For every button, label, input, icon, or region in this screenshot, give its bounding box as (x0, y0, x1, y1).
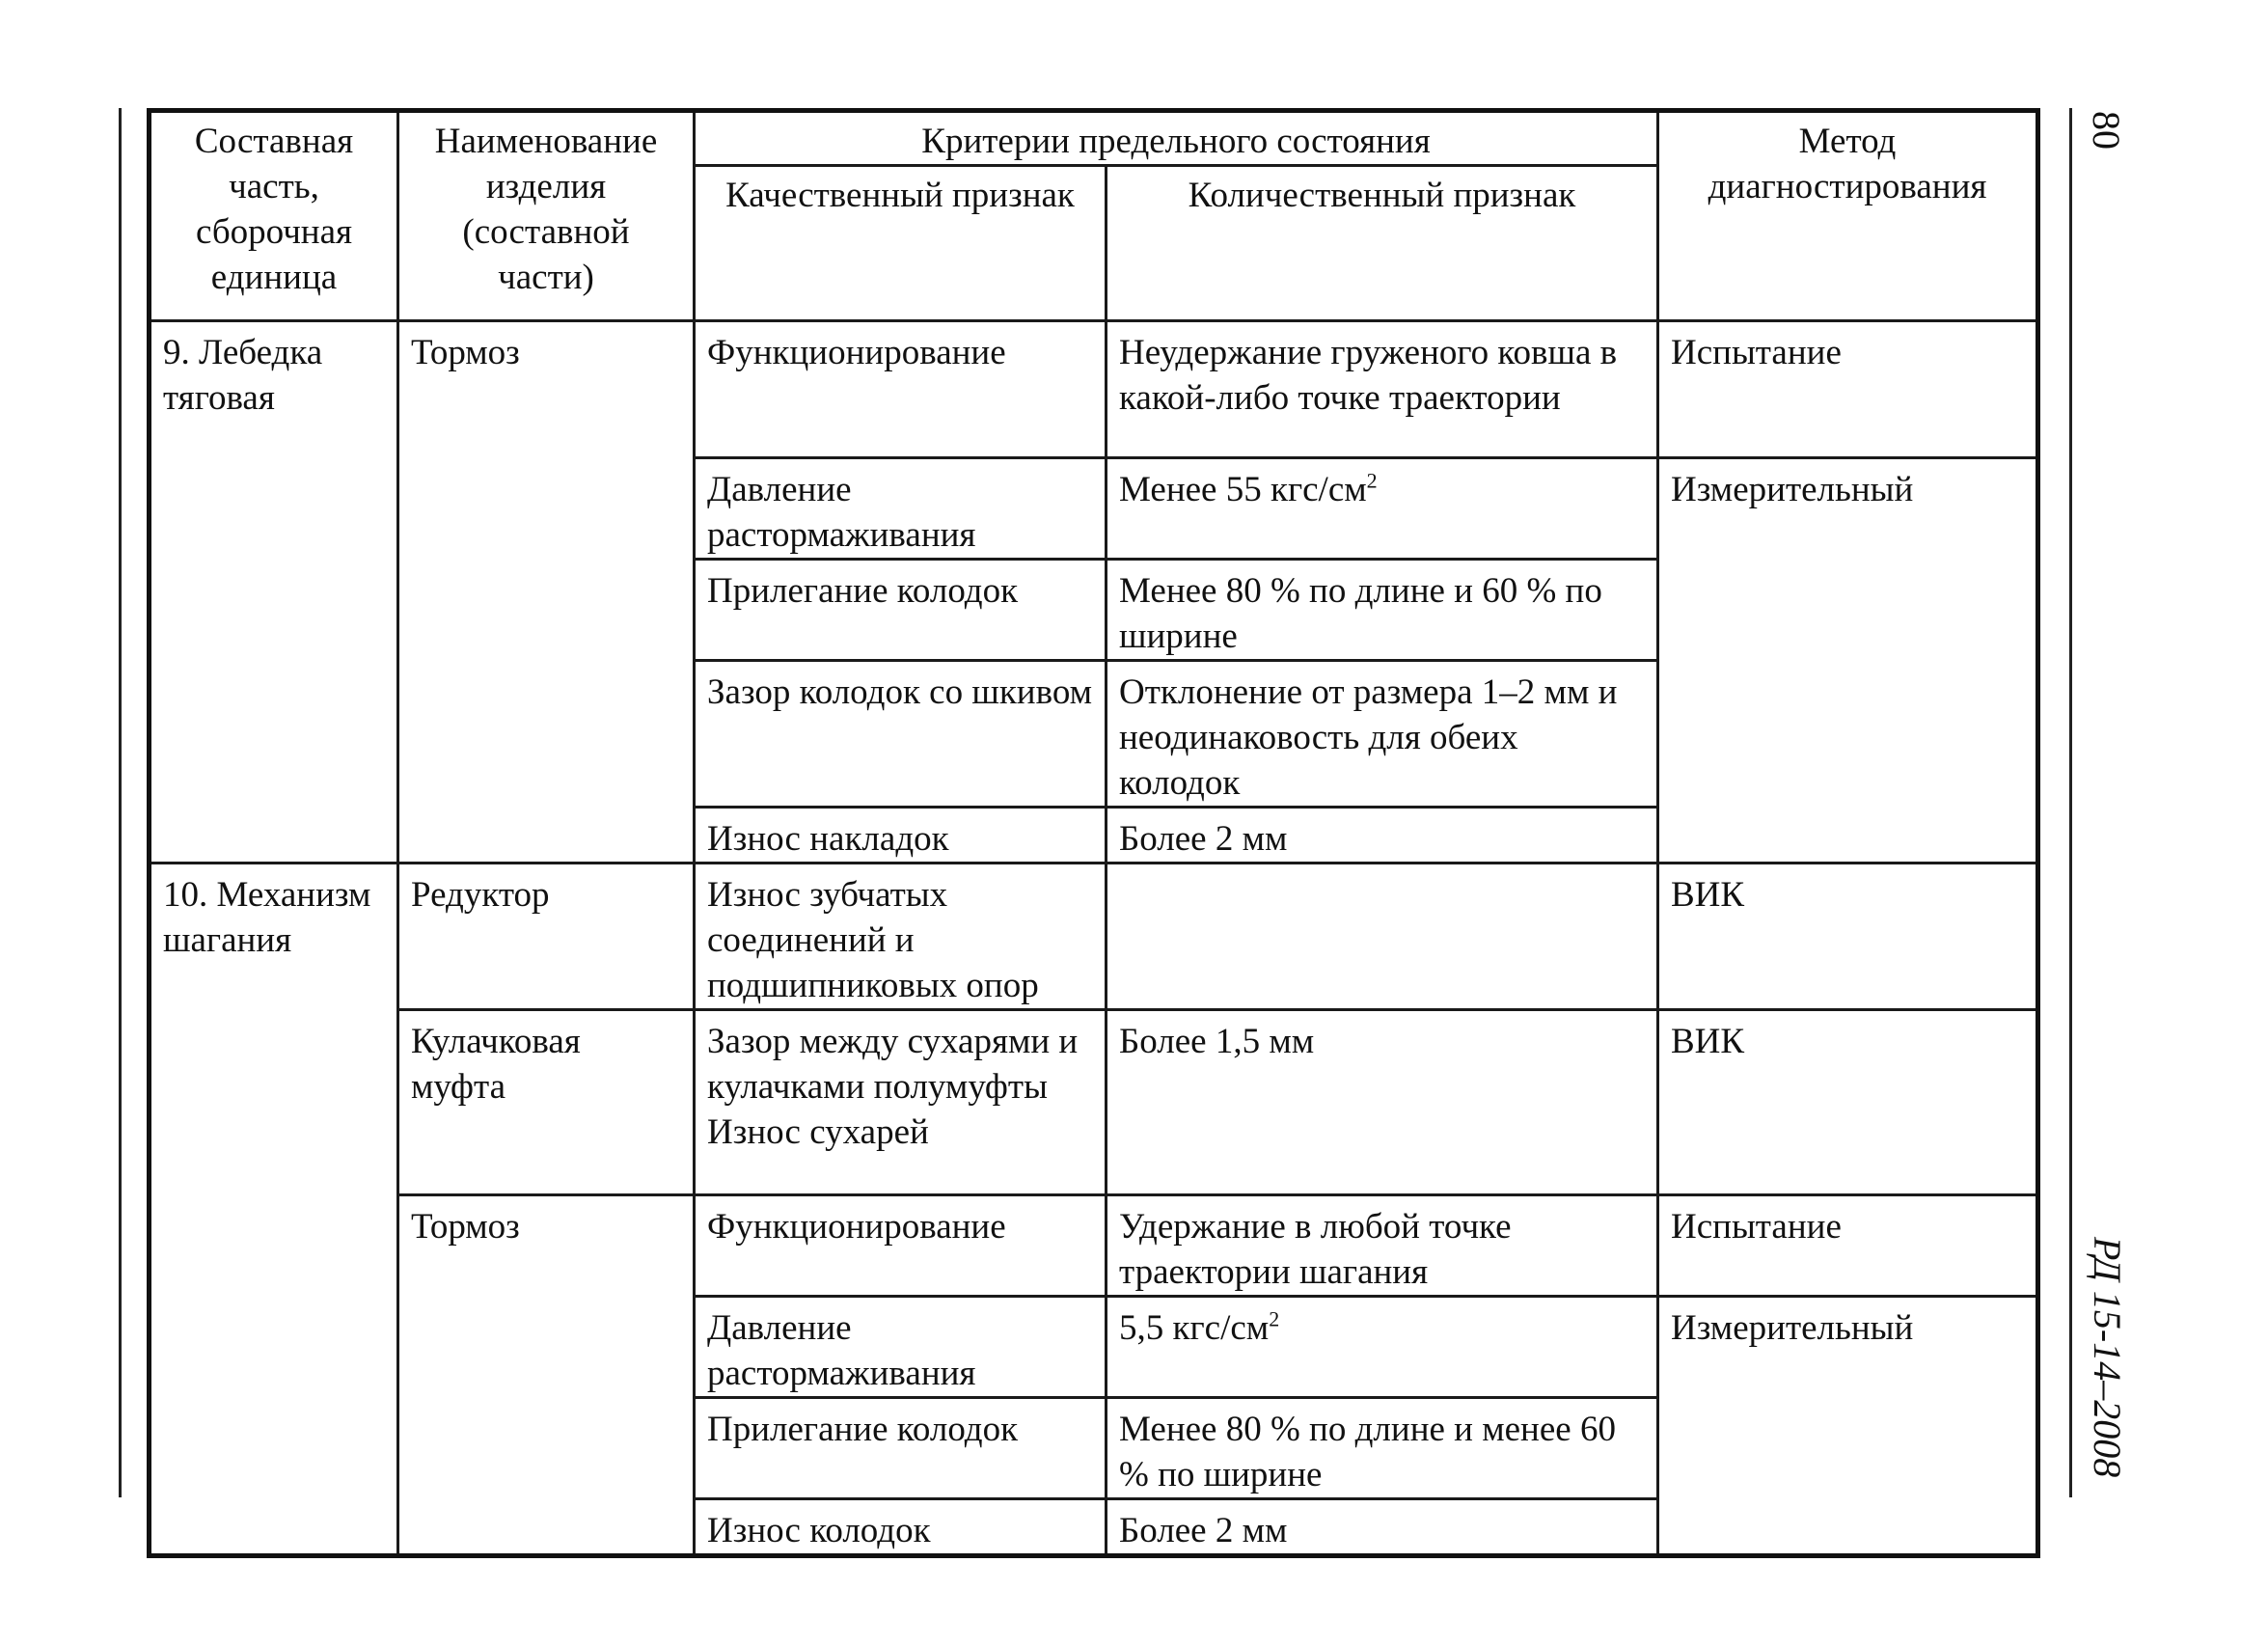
method-cell: ВИК (1658, 864, 2038, 1010)
superscript: 2 (1366, 468, 1378, 493)
qual-cell: Прилегание колодок (695, 560, 1107, 661)
header-component: Составная часть, сборочная единица (150, 111, 398, 321)
header-qualitative: Качественный признак (695, 166, 1107, 321)
quant-cell (1107, 864, 1658, 1010)
method-cell: Измерительный (1658, 1297, 2038, 1556)
method-cell: Испытание (1658, 1195, 2038, 1297)
quant-cell: Более 1,5 мм (1107, 1010, 1658, 1195)
criteria-table (147, 108, 2040, 1558)
qual-cell: Зазор колодок со шкивом (695, 661, 1107, 808)
header-method: Метод диагностирования (1658, 111, 2038, 321)
quant-cell: Более 2 мм (1107, 808, 1658, 864)
page-number: 80 (2085, 111, 2128, 150)
left-margin-line (119, 108, 122, 1497)
superscript: 2 (1269, 1306, 1280, 1331)
quant-cell: Менее 80 % по длине и менее 60 % по ширине (1107, 1398, 1658, 1499)
item-cell: Кулачковая муфта (398, 1010, 695, 1195)
method-cell: Испытание (1658, 321, 2038, 458)
method-cell: ВИК (1658, 1010, 2038, 1195)
quant-cell: Менее 80 % по длине и 60 % по ширине (1107, 560, 1658, 661)
document-code: РД 15-14–2008 (2086, 1237, 2129, 1478)
qual-cell: Прилегание колодок (695, 1398, 1107, 1499)
table-row (150, 321, 2038, 458)
item-cell: Редуктор (398, 864, 695, 1010)
qual-cell: Функционирование (695, 1195, 1107, 1297)
quant-cell: Отклонение от размера 1–2 мм и неодинаковость для обеих колодок (1107, 661, 1658, 808)
header-row-1 (150, 111, 2038, 166)
table-row (150, 864, 2038, 1010)
qual-cell: Давление растормаживания (695, 458, 1107, 560)
quant-cell: Удержание в любой точке траектории шагания (1107, 1195, 1658, 1297)
quant-text: Менее 55 кгс/см (1119, 470, 1367, 509)
quant-text: 5,5 кгс/см (1119, 1308, 1270, 1348)
table-row (150, 1195, 2038, 1297)
quant-cell (1107, 458, 1658, 560)
qual-cell: Износ накладок (695, 808, 1107, 864)
qual-cell: Давление растормаживания (695, 1297, 1107, 1398)
qual-cell: Функционирование (695, 321, 1107, 458)
quant-cell: Более 2 мм (1107, 1499, 1658, 1556)
quant-cell (1107, 1297, 1658, 1398)
quant-cell: Неудержание груженого ковша в какой-либо точке траектории (1107, 321, 1658, 458)
qual-cell: Износ зубчатых соединений и подшипниковых опор (695, 864, 1107, 1010)
item-cell: Тормоз (398, 1195, 695, 1556)
table-row (150, 1010, 2038, 1195)
qual-cell: Зазор между сухарями и кулачками полумуфты Износ сухарей (695, 1010, 1107, 1195)
header-quantitative: Количественный признак (1107, 166, 1658, 321)
method-cell: Измерительный (1658, 458, 2038, 864)
item-cell: Тормоз (398, 321, 695, 864)
qual-cell: Износ колодок (695, 1499, 1107, 1556)
unit-cell: 10. Механизм шагания (150, 864, 398, 1556)
header-criteria: Критерии предельного состояния (695, 111, 1658, 166)
header-item-name: Наименование изделия (составной части) (398, 111, 695, 321)
unit-cell: 9. Лебедка тяговая (150, 321, 398, 864)
